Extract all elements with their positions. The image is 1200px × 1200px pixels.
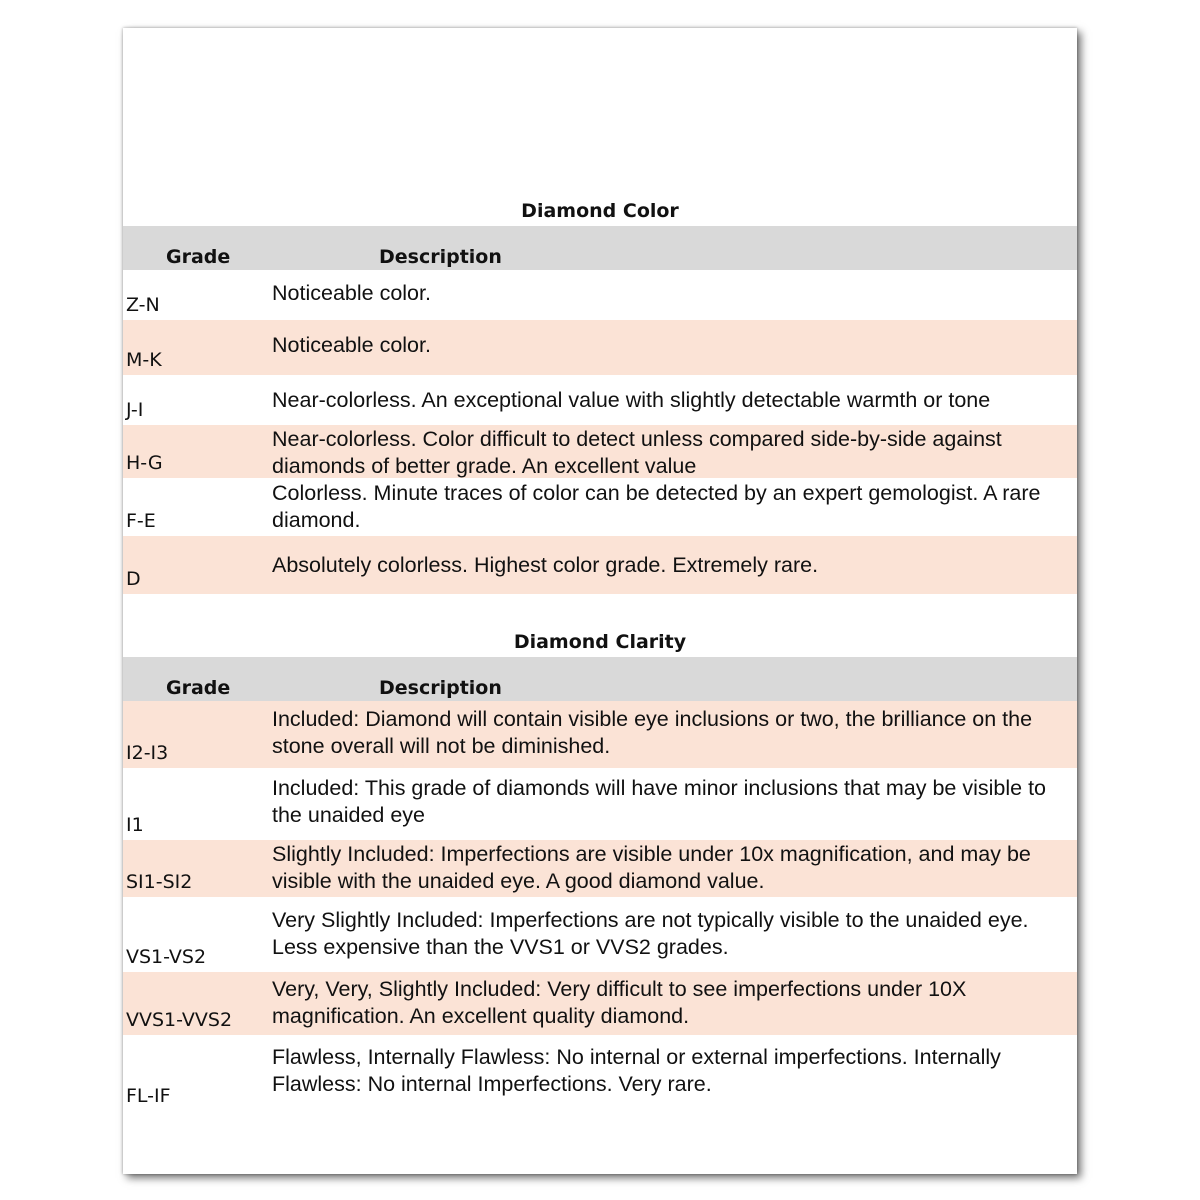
description-cell: Near-colorless. Color difficult to detect unless compared side-by-side against diamonds of better grade. An excellent value	[272, 427, 1002, 478]
grade-cell: H-G	[126, 452, 163, 474]
grade-column-header: Grade	[166, 677, 231, 699]
table-row	[123, 701, 1077, 768]
description-cell: Very, Very, Slightly Included: Very difficult to see imperfections under 10X magnification. An excellent quality diamond.	[272, 977, 967, 1028]
table-row	[123, 320, 1077, 375]
grade-cell: Z-N	[126, 294, 160, 316]
grade-cell: VVS1-VVS2	[126, 1009, 233, 1031]
description-column-header: Description	[379, 246, 502, 268]
grade-column-header: Grade	[166, 246, 231, 268]
grade-cell: I1	[126, 814, 144, 836]
color-table-header	[123, 226, 1077, 270]
grade-cell: SI1-SI2	[126, 871, 193, 893]
grade-cell: D	[126, 568, 141, 590]
table-row	[123, 536, 1077, 594]
description-cell: Absolutely colorless. Highest color grade. Extremely rare.	[272, 553, 819, 577]
clarity-table-header	[123, 657, 1077, 701]
description-cell: Noticeable color.	[272, 281, 431, 305]
table-row	[123, 478, 1077, 536]
description-cell: Slightly Included: Imperfections are visible under 10x magnification, and may be visible with the unaided eye. A good diamond value.	[272, 842, 1031, 893]
description-cell: Near-colorless. An exceptional value with slightly detectable warmth or tone	[272, 388, 991, 412]
table-row	[123, 897, 1077, 972]
grade-cell: F-E	[126, 510, 156, 532]
grade-cell: M-K	[126, 349, 162, 371]
table-row	[123, 1035, 1077, 1111]
description-cell: Colorless. Minute traces of color can be detected by an expert gemologist. A rare diamond.	[272, 481, 1041, 532]
description-cell: Included: This grade of diamonds will have minor inclusions that may be visible to the unaided eye	[272, 776, 1046, 827]
table-row	[123, 840, 1077, 897]
grade-cell: J-I	[126, 399, 144, 421]
table-row	[123, 768, 1077, 840]
table-row	[123, 375, 1077, 425]
table-row	[123, 270, 1077, 320]
grade-cell: VS1-VS2	[126, 946, 207, 968]
description-cell: Included: Diamond will contain visible eye inclusions or two, the brilliance on the stone overall will not be diminished.	[272, 707, 1033, 758]
table-row	[123, 425, 1077, 478]
clarity-table-title: Diamond Clarity	[513, 631, 687, 653]
document-page	[123, 28, 1077, 1174]
grade-cell: I2-I3	[126, 742, 169, 764]
description-cell: Noticeable color.	[272, 333, 431, 357]
description-cell: Flawless, Internally Flawless: No internal or external imperfections. Internally Flawless: No internal Imperfections. Very rare.	[272, 1045, 1001, 1096]
description-cell: Very Slightly Included: Imperfections are not typically visible to the unaided eye. Less expensive than the VVS1 or VVS2 grades.	[272, 908, 1029, 959]
color-table-title: Diamond Color	[521, 200, 679, 222]
grade-cell: FL-IF	[126, 1085, 171, 1107]
table-row	[123, 972, 1077, 1035]
description-column-header: Description	[379, 677, 502, 699]
